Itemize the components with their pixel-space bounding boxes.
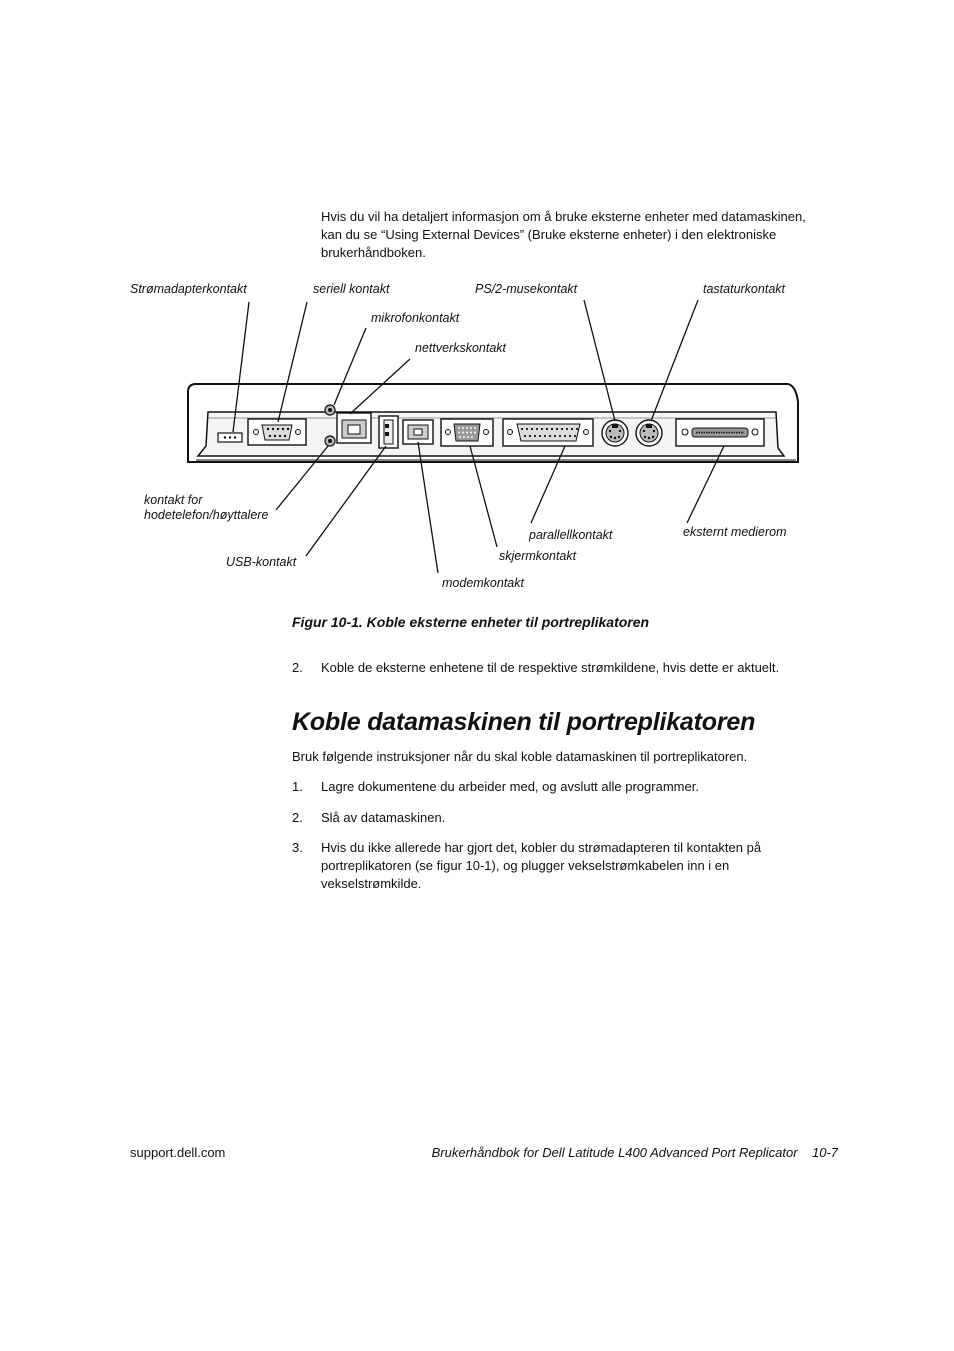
- media-bay-connector-icon: [676, 419, 764, 446]
- figure-caption: Figur 10-1. Koble eksterne enheter til portreplikatoren: [292, 614, 650, 630]
- footer-website: support.dell.com: [130, 1145, 226, 1160]
- label-microphone-connector: mikrofonkontakt: [371, 311, 460, 325]
- step-connect-power: [292, 659, 852, 677]
- step-text: Slå av datamaskinen.: [321, 810, 446, 825]
- label-serial-connector: seriell kontakt: [313, 282, 390, 296]
- list-item: [292, 778, 822, 796]
- list-item: [292, 809, 822, 827]
- label-headphone-connector-line1: kontakt for: [144, 493, 203, 507]
- list-item: [292, 839, 802, 895]
- label-keyboard-connector: tastaturkontakt: [703, 282, 785, 296]
- video-connector-icon: [441, 419, 493, 446]
- intro-paragraph: Hvis du vil ha detaljert informasjon om å bruke eksterne enheter med datamaskinen, kan du se “Using External Devices” (Bruke eksterne enheter) i den elektroniske brukerhåndboken.: [321, 209, 806, 260]
- step-number: 1.: [292, 779, 303, 794]
- network-connector-icon: [337, 413, 371, 443]
- step-number: 2.: [292, 660, 303, 675]
- port-replicator-figure: [0, 270, 954, 620]
- port-replicator-illustration: [0, 270, 954, 620]
- section-heading: Koble datamaskinen til portreplikatoren: [292, 708, 756, 736]
- label-media-bay: eksternt medierom: [683, 525, 787, 539]
- footer-title-page: Brukerhåndbok for Dell Latitude L400 Advanced Port Replicator 10-7: [431, 1145, 838, 1160]
- serial-connector-icon: [248, 419, 306, 445]
- step-number: 3.: [292, 840, 303, 855]
- ps2-mouse-connector-icon: [602, 420, 628, 446]
- section-intro: Bruk følgende instruksjoner når du skal koble datamaskinen til portreplikatoren.: [292, 749, 748, 764]
- label-headphone-connector-line2: hodetelefon/høyttalere: [144, 508, 269, 522]
- label-modem-connector: modemkontakt: [442, 576, 524, 590]
- step-text: Hvis du ikke allerede har gjort det, kobler du strømadapteren til kontakten på portreplikatoren (se figur 10-1), og plugger vekselstrømkabelen inn i en vekselstrømkilde.: [321, 840, 762, 891]
- label-ps2-mouse-connector: PS/2-musekontakt: [475, 282, 578, 296]
- modem-connector-icon: [403, 420, 433, 444]
- label-power-connector: Strømadapterkontakt: [130, 282, 247, 296]
- keyboard-connector-icon: [636, 420, 662, 446]
- label-parallel-connector: parallellkontakt: [529, 528, 613, 542]
- usb-connector-icon: [379, 416, 398, 448]
- parallel-connector-icon: [503, 419, 593, 446]
- step-text: Koble de eksterne enhetene til de respektive strømkildene, hvis dette er aktuelt.: [321, 660, 780, 675]
- label-network-connector: nettverkskontakt: [415, 341, 507, 355]
- step-text: Lagre dokumentene du arbeider med, og avslutt alle programmer.: [321, 779, 699, 794]
- label-video-connector: skjermkontakt: [499, 549, 577, 563]
- label-usb-connector: USB-kontakt: [226, 555, 297, 569]
- step-number: 2.: [292, 810, 303, 825]
